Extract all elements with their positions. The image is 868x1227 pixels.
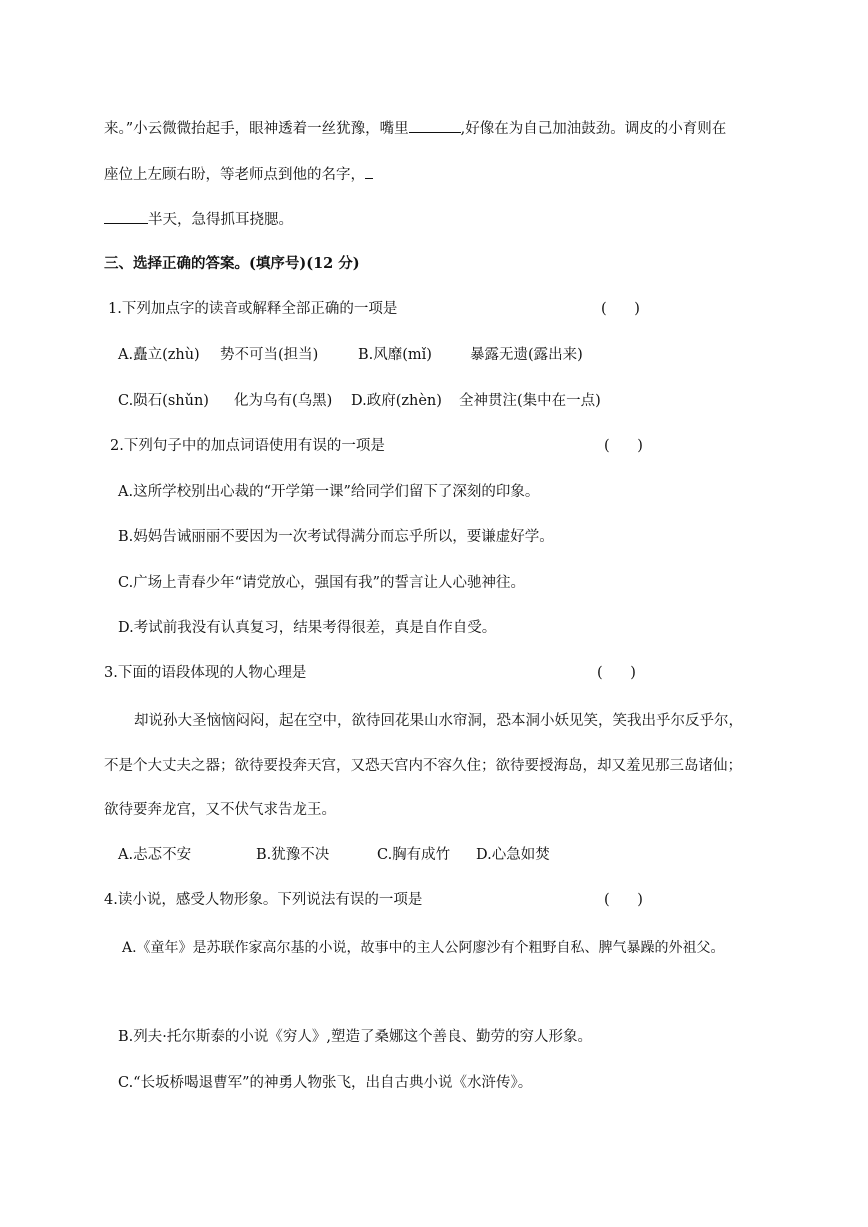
- option-d-text: 全神贯注(集中在一点): [459, 393, 601, 409]
- option-b: B.列夫·托尔斯泰的小说《穷人》,塑造了桑娜这个善良、勤劳的穷人形象。: [118, 1029, 592, 1045]
- option-c-text: 化为乌有(乌黑): [234, 393, 333, 409]
- excerpt-line: 不是个大丈夫之器；欲待要投奔天宫，又恐天宫内不容久住；欲待要授海岛，却又羞见那三岛诸仙；: [104, 758, 742, 774]
- answer-paren[interactable]: ( ): [597, 665, 636, 681]
- option-d: D.政府(zhèn): [351, 393, 442, 409]
- passage-text: 座位上左顾右盼，等老师点到他的名字，: [104, 167, 365, 183]
- question-1-stem: 1.下列加点字的读音或解释全部正确的一项是: [108, 301, 398, 317]
- option-d: D.考试前我没有认真复习，结果考得很差，真是自作自受。: [118, 620, 497, 636]
- answer-paren[interactable]: ( ): [604, 438, 643, 454]
- section-heading: 三、选择正确的答案。(填序号)(12 分): [104, 255, 360, 272]
- excerpt-line: 却说孙大圣恼恼闷闷，起在空中，欲待回花果山水帘洞，恐本洞小妖见笑，笑我出乎尔反乎尔，: [134, 713, 743, 729]
- passage-line-1: [104, 118, 726, 139]
- fill-blank[interactable]: [365, 164, 373, 179]
- option-b: B.犹豫不决: [256, 847, 330, 863]
- fill-blank[interactable]: [104, 209, 148, 224]
- passage-text: 半天，急得抓耳挠腮。: [148, 212, 293, 228]
- option-b: B.妈妈告诫丽丽不要因为一次考试得满分而忘乎所以，要谦虚好学。: [118, 529, 554, 545]
- option-c: C.“长坂桥喝退曹军”的神勇人物张飞，出自古典小说《水浒传》。: [118, 1075, 533, 1091]
- answer-paren[interactable]: ( ): [604, 892, 643, 908]
- passage-text: 来。”小云微微抬起手，眼神透着一丝犹豫，嘴里: [104, 121, 409, 137]
- option-b-text: 暴露无遗(露出来): [470, 347, 583, 363]
- passage-line-2: [104, 164, 373, 185]
- excerpt-line: 欲待要奔龙宫，又不伏气求告龙王。: [104, 802, 336, 818]
- option-c: C.广场上青春少年“请党放心，强国有我”的誓言让人心驰神往。: [118, 575, 526, 591]
- option-d: D.心急如焚: [476, 847, 550, 863]
- option-c: C.胸有成竹: [377, 847, 451, 863]
- question-2-stem: 2.下列句子中的加点词语使用有误的一项是: [110, 438, 385, 454]
- passage-line-3: [104, 209, 293, 230]
- question-3-stem: 3.下面的语段体现的人物心理是: [104, 665, 307, 681]
- option-c: C.陨石(shǔn): [118, 393, 209, 409]
- passage-text: ,好像在为自己加油鼓劲。调皮的小育则在: [460, 121, 727, 137]
- question-4-stem: 4.读小说，感受人物形象。下列说法有误的一项是: [104, 892, 423, 908]
- option-a: A.《童年》是苏联作家高尔基的小说，故事中的主人公阿廖沙有个粗野自私、脾气暴躁的外祖父。: [122, 940, 725, 956]
- fill-blank[interactable]: [409, 118, 461, 133]
- option-a: A.忐忑不安: [118, 847, 192, 863]
- answer-paren[interactable]: ( ): [601, 301, 640, 317]
- option-a-text: 势不可当(担当): [220, 347, 319, 363]
- option-b: B.风靡(mǐ): [358, 347, 432, 363]
- option-a: A.这所学校别出心裁的“开学第一课”给同学们留下了深刻的印象。: [118, 484, 540, 500]
- option-a: A.矗立(zhù): [118, 347, 200, 363]
